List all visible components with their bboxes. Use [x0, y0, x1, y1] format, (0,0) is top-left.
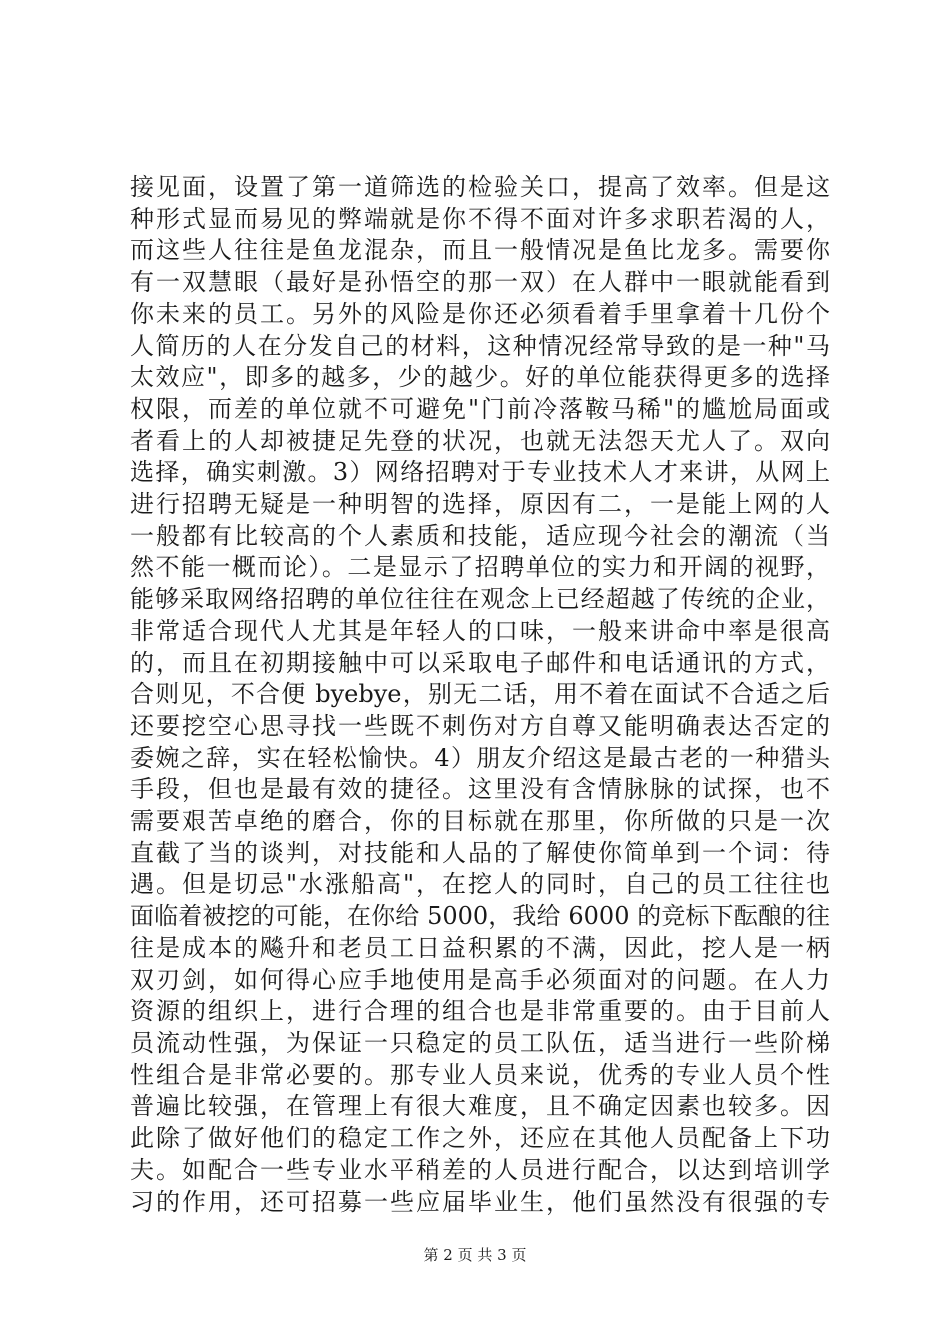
text-line: 手段，但也是最有效的捷径。这里没有含情脉脉的试探，也不	[130, 775, 830, 804]
text-line: 你未来的员工。另外的风险是你还必须看着手里拿着十几份个	[130, 299, 830, 328]
text-line: 委婉之辞，实在轻松愉快。4）朋友介绍这是最古老的一种猎头	[130, 743, 830, 772]
text-line: 选择，确实刺激。3）网络招聘对于专业技术人才来讲，从网上	[130, 458, 830, 487]
text-line: 人简历的人在分发自己的材料，这种情况经常导致的是一种"马	[130, 331, 830, 360]
text-line: 非常适合现代人尤其是年轻人的口味，一般来讲命中率是很高	[130, 616, 830, 645]
text-line: 夫。如配合一些专业水平稍差的人员进行配合，以达到培训学	[130, 1155, 830, 1184]
text-line: 面临着被挖的可能，在你给 5000，我给 6000 的竞标下酝酿的往	[130, 902, 830, 931]
text-line: 有一双慧眼（最好是孙悟空的那一双）在人群中一眼就能看到	[130, 268, 830, 297]
text-line: 种形式显而易见的弊端就是你不得不面对许多求职若渴的人，	[130, 204, 830, 233]
text-line: 直截了当的谈判，对技能和人品的了解使你简单到一个词：待	[130, 838, 830, 867]
text-line: 进行招聘无疑是一种明智的选择，原因有二，一是能上网的人	[130, 490, 830, 519]
text-line: 性组合是非常必要的。那专业人员来说，优秀的专业人员个性	[130, 1060, 830, 1089]
text-line: 太效应"，即多的越多，少的越少。好的单位能获得更多的选择	[130, 363, 830, 392]
body-text	[130, 172, 830, 1218]
text-line: 然不能一概而论）。二是显示了招聘单位的实力和开阔的视野，	[130, 553, 830, 582]
text-line: 往是成本的飚升和老员工日益积累的不满，因此，挖人是一柄	[130, 933, 830, 962]
text-line: 普遍比较强，在管理上有很大难度，且不确定因素也较多。因	[130, 1092, 830, 1121]
text-line: 者看上的人却被捷足先登的状况，也就无法怨天尤人了。双向	[130, 426, 830, 455]
text-line: 而这些人往往是鱼龙混杂，而且一般情况是鱼比龙多。需要你	[130, 236, 830, 265]
text-line: 员流动性强，为保证一只稳定的员工队伍，适当进行一些阶梯	[130, 1028, 830, 1057]
text-line: 习的作用，还可招募一些应届毕业生，他们虽然没有很强的专	[130, 1187, 830, 1216]
text-line: 需要艰苦卓绝的磨合，你的目标就在那里，你所做的只是一次	[130, 807, 830, 836]
text-line: 双刃剑，如何得心应手地使用是高手必须面对的问题。在人力	[130, 965, 830, 994]
text-line: 能够采取网络招聘的单位往往在观念上已经超越了传统的企业，	[130, 585, 830, 614]
page-footer: 第 2 页 共 3 页	[423, 1246, 527, 1264]
text-line: 接见面，设置了第一道筛选的检验关口，提高了效率。但是这	[130, 173, 830, 201]
text-line: 一般都有比较高的个人素质和技能，适应现今社会的潮流（当	[130, 521, 830, 550]
text-line: 资源的组织上，进行合理的组合也是非常重要的。由于目前人	[130, 997, 830, 1026]
text-line: 还要挖空心思寻找一些既不刺伤对方自尊又能明确表达否定的	[130, 711, 830, 740]
text-line: 遇。但是切忌"水涨船高"，在挖人的同时，自己的员工往往也	[130, 870, 830, 899]
text-line: 权限，而差的单位就不可避免"门前冷落鞍马稀"的尴尬局面或	[130, 394, 830, 423]
text-line: 此除了做好他们的稳定工作之外，还应在其他人员配备上下功	[130, 1124, 830, 1153]
text-line: 合则见，不合便 byebye，别无二话，用不着在面试不合适之后	[130, 680, 830, 709]
text-line: 的，而且在初期接触中可以采取电子邮件和电话通讯的方式，	[130, 648, 830, 677]
